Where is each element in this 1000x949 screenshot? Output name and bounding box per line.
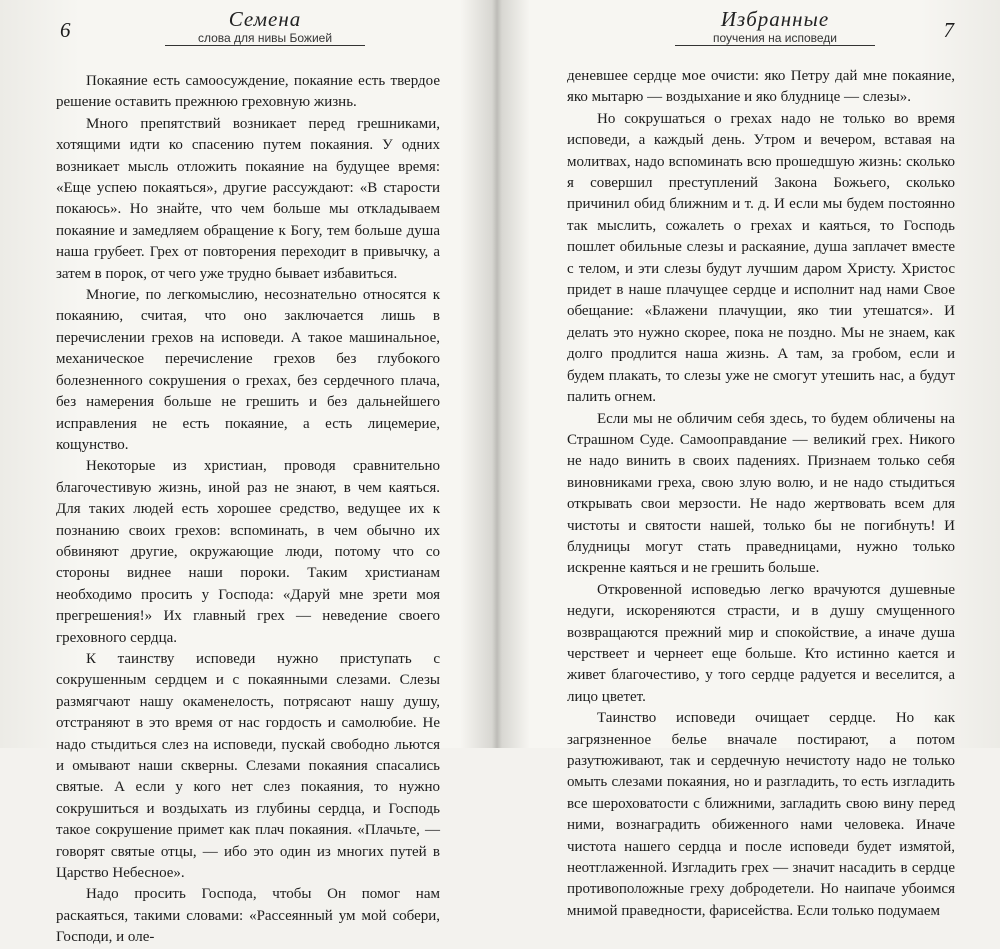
paragraph: Много препятствий возникает перед грешниками, хотящими идти ко спасению путем покаяния. У одних возникает мысль отложить покаяние на будущее время: «Еще успею покаяться», другие рассуждают: «В старости покаюсь». Но знайте, что чем больше мы откладываем покаяние и замедляем обращение к Богу, тем больше душа наша грубеет. Грех от повторения переходит в привычку, а затем в порок, от чего уже трудно бывает избавиться. — [56, 115, 440, 282]
page-number: 6 — [60, 18, 71, 42]
paragraph: Но сокрушаться о грехах надо не только во время исповеди, а каждый день. Утром и вечером, вставая на молитвах, надо вспоминать всю прошедшую жизнь: сколько я совершил преступлений Закона Божьего, сколько причинил обид ближним и т. д. И если мы будем постоянно так мыслить, сожалеть о грехах и каяться, то Господь пошлет обильные слезы и раскаяние, душа заплачет вместе с телом, и эти слезы будут лучшим даром Христу. Христос придет в наше плачущее сердце и исполнит над нами Свое обещание: «Блажени плачущии, яко тии утешатся». И делать это нужно скорее, пока не поздно. Мы не знаем, как долго продлится наша жизнь. А там, за гробом, если и будем плакать, то слезы уже не смогут утешить нас, а будут палить огнем. — [567, 110, 955, 406]
running-head — [675, 6, 875, 46]
left-page — [0, 0, 497, 946]
paragraph: Многие, по легкомыслию, несознательно относятся к покаянию, считая, что оно заключается лишь в перечислении грехов на исповеди. А такое машинальное, механическое перечисление грехов без глубокого болезненного сокрушения о грехах, без сердечного плача, без намерения больше не грешить и без дальнейшего исправления не есть покаяние, а есть лицемерие, кощунство. — [56, 287, 440, 453]
running-head — [165, 6, 365, 46]
paragraph-continued: деневшее сердце мое очисти: яко Петру дай мне покаяние, яко мытарю — воздыхание и яко блуднице — слезы». — [567, 68, 955, 106]
page-body — [567, 66, 955, 922]
paragraph: Если мы не обличим себя здесь, то будем обличены на Страшном Суде. Самооправдание — великий грех. Никого не надо винить в своих падениях. Признаем только себя виновниками греха, свою злую волю, и не надо стыдиться открывать свои мерзости. Не надо жертвовать всем для чистоты и святости нашей, только бы не погибнуть! И блудницы могут стать праведницами, нужно только искренне каяться и не грешить больше. — [567, 410, 955, 577]
page-body — [56, 71, 440, 949]
paragraph: Надо просить Господа, чтобы Он помог нам раскаяться, такими словами: «Рассеянный ум мой собери, Господи, и оле- — [56, 886, 440, 946]
book-title: Семена — [228, 7, 302, 31]
right-page — [503, 0, 1000, 919]
page-number: 7 — [943, 18, 954, 42]
paragraph: Таинство исповеди очищает сердце. Но как загрязненное белье вначале постирают, а потом разутюживают, так и сердечную нечистоту надо не только омыть слезами покаяния, но и разгладить, то есть изгладить все шероховатости с ближними, загладить свою вину перед ними, вознаградить обиженного нами человека. Иначе чистота нашего сердца и после исповеди будет измятой, неотглаженной. Изгладить грех — значит насадить в сердце противоположные греху добродетели. Но наипаче убоимся мнимой праведности, фарисейства. Если только подумаем — [567, 710, 955, 919]
book-subtitle: слова для нивы Божией — [165, 32, 365, 46]
book-subtitle: поучения на исповеди — [675, 32, 875, 46]
paragraph: Покаяние есть самоосуждение, покаяние есть твердое решение оставить прежнюю греховную жизнь. — [56, 73, 440, 111]
paragraph: Откровенной исповедью легко врачуются душевные недуги, искореняются страсти, и в душу смущенного возвращаются прежний мир и спокойствие, а иначе душа черствеет и чернеет еще больше. Кто истинно кается и живет благочестиво, у того сердце радуется и веселится, а лицо цветет. — [567, 581, 955, 705]
paragraph: Некоторые из христиан, проводя сравнительно благочестивую жизнь, иной раз не знают, в чем каяться. Для таких людей есть хорошее средство, ведущее их к познанию своих грехов: вспоминать, в чем обычно их обвиняют другие, окружающие люди, потому что со стороны виднее наши пороки. Таким христианам необходимо просить у Господа: «Даруй мне зрети моя прегрешения!» Их главный грех — неведение своего греховного сердца. — [56, 458, 440, 646]
paragraph: К таинству исповеди нужно приступать с сокрушенным сердцем и с покаянными слезами. Слезы размягчают нашу окаменелость, потрясают нашу душу, отстраняют в это время от нас гордость и самолюбие. Не надо стыдиться слез на исповеди, пускай свободно льются и омывают наши скверны. Слезами покаяния спасались святые. А если у кого нет слез покаяния, то нужно сокрушиться и воздыхать из глубины сердца, и Господь такое сокрушение примет как плач покаяния. «Плачьте, — говорят святые отцы, — ибо это один из многих путей в Царство Небесное». — [56, 650, 440, 882]
book-title: Избранные — [720, 7, 830, 31]
